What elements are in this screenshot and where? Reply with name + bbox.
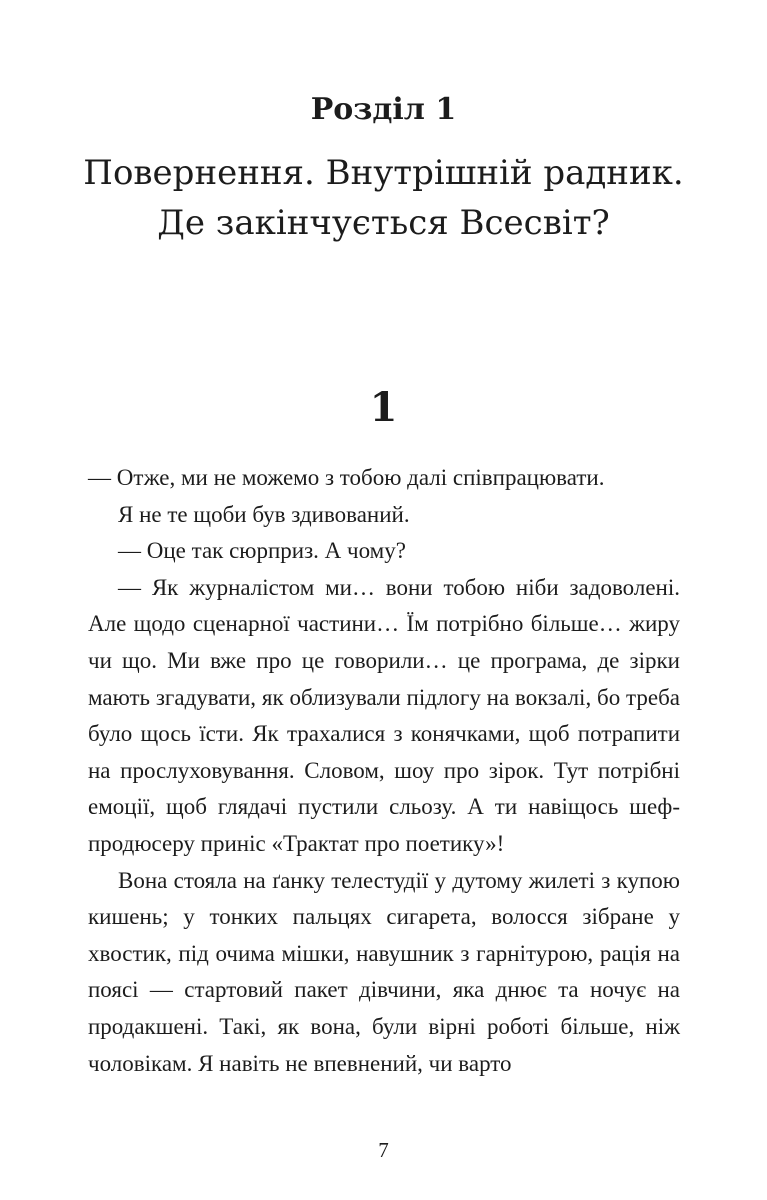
paragraph-4: — Як журналістом ми… вони тобою ніби задоволені. Але щодо сценарної частини… Їм потрібно більше… жиру чи що. Ми вже про це говорили… це програма, де зірки мають згадувати, як облизували підлогу на вокзалі, бо треба було щось їсти. Як трахалися з конячками, щоб потрапити на прослуховування. Словом, шоу про зірок. Тут потрібні емоції, щоб глядачі пустили сльозу. А ти навіщось шеф-продюсеру приніс «Трактат про поетику»! xyxy=(88,574,680,856)
chapter-label: Розділ 1 xyxy=(310,92,457,127)
paragraph-2: Я не те щоби був здивований. xyxy=(118,501,410,527)
chapter-title-line-2: Де закінчується Всесвіт? xyxy=(157,203,610,243)
paragraph-1: — Отже, ми не можемо з тобою далі співпрацювати. xyxy=(88,465,605,490)
paragraph-5: Вона стояла на ґанку телестудії у дутому жилеті з купою кишень; у тонких пальцях сигарета, волосся зібране у хвостик, під очима мішки, навушник з гарнітурою, рація на поясі — стартовий пакет дівчини, яка днює та ночує на продакшені. Такі, як вона, були вірні роботі більше, ніж чоловікам. Я навіть не впевнений, чи варто xyxy=(88,867,680,1076)
body-text xyxy=(88,460,680,1082)
chapter-title-line-1: Повернення. Внутрішній радник. xyxy=(83,153,684,193)
page-number: 7 xyxy=(378,1138,389,1162)
chapter-title xyxy=(40,148,727,248)
section-number: 1 xyxy=(369,384,398,431)
paragraph-3: — Оце так сюрприз. А чому? xyxy=(118,538,406,564)
